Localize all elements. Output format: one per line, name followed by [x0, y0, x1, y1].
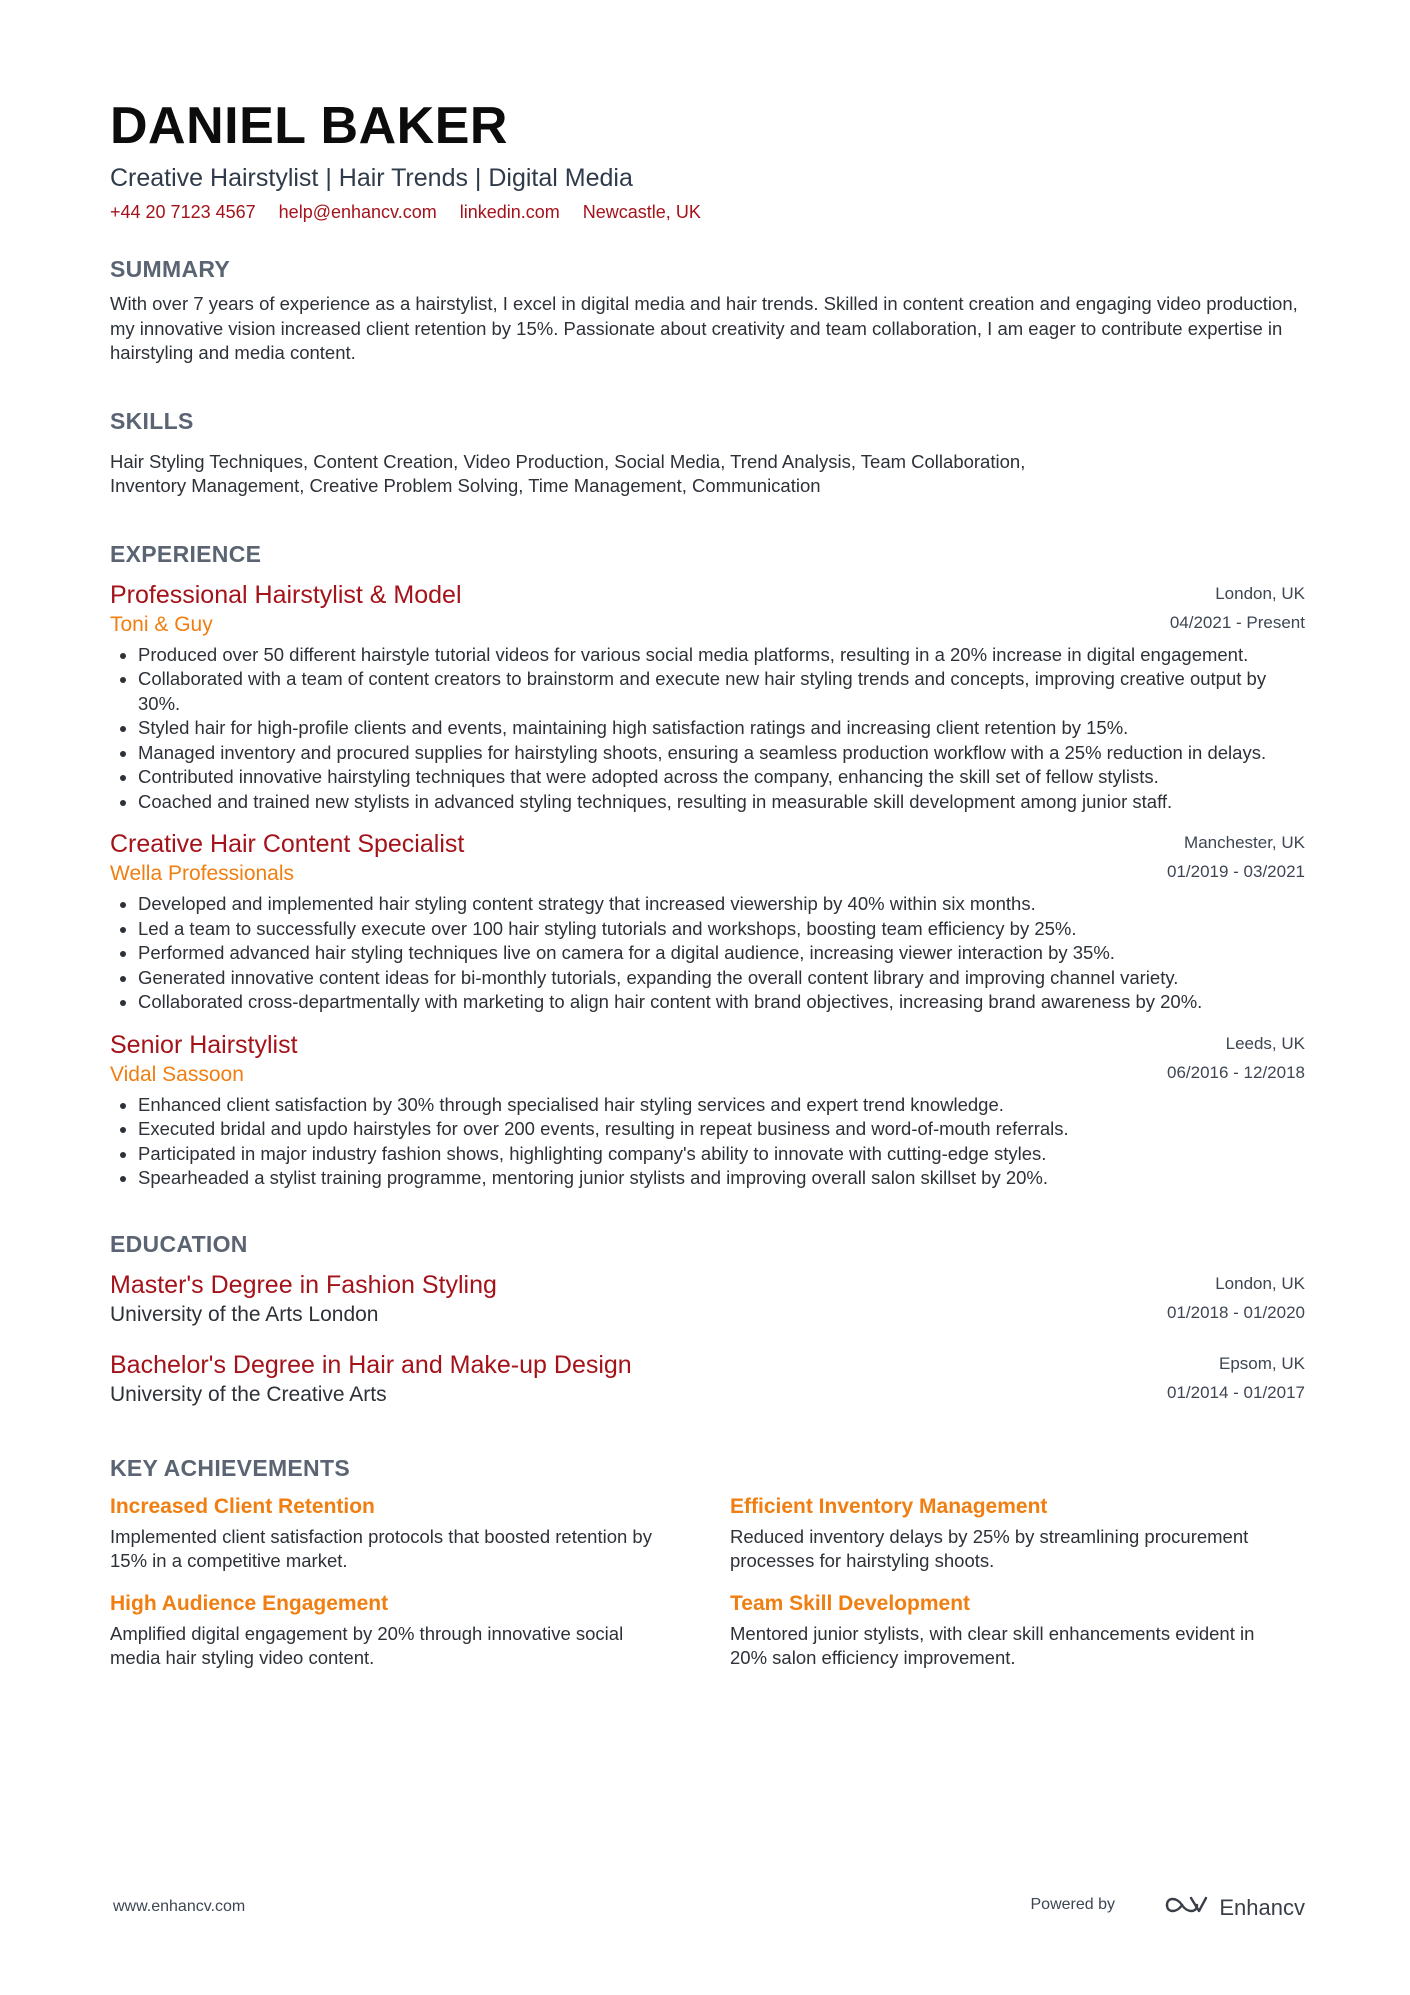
skill-item: Social Media ,	[614, 451, 730, 472]
job-dates: 04/2021 - Present	[1169, 612, 1305, 632]
school-name: University of the Arts London	[110, 1302, 379, 1326]
contact-info	[110, 200, 1305, 224]
edu-location: Epsom, UK	[1219, 1353, 1305, 1373]
achievement-desc: Implemented client satisfaction protocols that boosted retention by 15% in a competitive market.	[110, 1525, 652, 1571]
skill-item: Inventory Management ,	[110, 475, 310, 496]
skill-item: Creative Problem Solving ,	[310, 475, 529, 496]
job-bullets	[110, 892, 1305, 1015]
bullet-item: • Developed and implemented hair styling content strategy that increased viewership by 40% within six months.	[138, 892, 1305, 917]
skill-item: Trend Analysis ,	[730, 451, 861, 472]
job-location: Manchester, UK	[1184, 833, 1305, 852]
company-name: Toni & Guy	[110, 612, 213, 636]
skill-item: Communication	[692, 475, 821, 496]
location-text: Newcastle, UK	[582, 202, 701, 222]
achievement-item	[730, 1590, 1305, 1671]
achievement-title: Team Skill Development	[730, 1591, 971, 1615]
education-entry	[110, 1349, 1305, 1419]
summary-text: With over 7 years of experience as a hairstylist, I excel in digital media and hair trends. Skilled in content creation and engaging video production, my innovative vision increased client retention by 15%. Passionate about creativity and team collaboration, I am eager to contribute expertise in hairstyling and media content.	[110, 293, 1298, 363]
degree-title: Bachelor's Degree in Hair and Make-up Design	[110, 1350, 632, 1379]
achievements-section	[110, 1453, 1305, 1671]
achievements-grid	[110, 1493, 1305, 1671]
bullet-item: • Performed advanced hair styling techniques live on camera for a digital audience, increasing viewer interaction by 35%.	[138, 941, 1305, 966]
achievement-title: Efficient Inventory Management	[730, 1494, 1048, 1518]
resume-page	[110, 96, 1305, 1671]
school-name: University of the Creative Arts	[110, 1382, 387, 1406]
education-section	[110, 1229, 1305, 1419]
bullet-item: • Collaborated cross-departmentally with marketing to align hair content with brand objectives, increasing brand awareness by 20%.	[138, 990, 1305, 1015]
achievement-item	[110, 1590, 730, 1671]
skills-title: SKILLS	[110, 407, 194, 434]
achievement-desc: Reduced inventory delays by 25% by streamlining procurement processes for hairstyling shoots.	[730, 1525, 1249, 1571]
brand-name: Enhancv	[1219, 1895, 1305, 1920]
candidate-name: DANIEL BAKER	[110, 97, 508, 155]
job-dates: 01/2019 - 03/2021	[1166, 862, 1305, 881]
experience-entry	[110, 579, 1305, 815]
experience-entry	[110, 1029, 1305, 1191]
phone-link[interactable]: +44 20 7123 4567	[110, 202, 256, 222]
summary-title: SUMMARY	[110, 256, 231, 282]
edu-location: London, UK	[1215, 1273, 1305, 1293]
job-title: Professional Hairstylist & Model	[110, 580, 462, 609]
job-title: Senior Hairstylist	[110, 1030, 298, 1059]
achievement-title: High Audience Engagement	[110, 1591, 389, 1615]
achievement-desc: Amplified digital engagement by 20% through innovative social media hair styling video content.	[110, 1622, 624, 1668]
enhancv-logo-icon	[1163, 1892, 1209, 1924]
bullet-item: • Contributed innovative hairstyling techniques that were adopted across the company, enhancing the skill set of fellow stylists.	[138, 765, 1305, 790]
bullet-item: • Spearheaded a stylist training programme, mentoring junior stylists and improving overall salon skillset by 20%.	[138, 1166, 1305, 1191]
edu-dates: 01/2014 - 01/2017	[1166, 1382, 1305, 1402]
job-title: Creative Hair Content Specialist	[110, 830, 465, 858]
enhancv-brand[interactable]	[1163, 1892, 1305, 1924]
bullet-item: • Generated innovative content ideas for bi-monthly tutorials, expanding the overall content library and improving channel variety.	[138, 966, 1305, 991]
bullet-item: • Coached and trained new stylists in advanced styling techniques, resulting in measurable skill development among junior staff.	[138, 790, 1305, 815]
experience-entry	[110, 828, 1305, 1015]
job-bullets	[110, 1093, 1305, 1191]
email-link[interactable]: help@enhancv.com	[278, 202, 437, 222]
job-dates: 06/2016 - 12/2018	[1166, 1062, 1305, 1082]
degree-title: Master's Degree in Fashion Styling	[110, 1270, 497, 1299]
skill-item: Team Collaboration ,	[861, 451, 1026, 472]
skill-item: Time Management ,	[528, 475, 692, 496]
bullet-item: • Participated in major industry fashion shows, highlighting company's ability to innovate with cutting-edge styles.	[138, 1142, 1305, 1167]
experience-section	[110, 539, 1305, 1191]
bullet-item: • Collaborated with a team of content creators to brainstorm and execute new hair styling trends and concepts, improving creative output by 30%.	[138, 667, 1305, 716]
skill-item: Video Production ,	[463, 451, 614, 472]
skill-item: Content Creation ,	[313, 451, 463, 472]
education-entry	[110, 1269, 1305, 1339]
achievements-title: KEY ACHIEVEMENTS	[110, 1454, 350, 1481]
job-location: Leeds, UK	[1225, 1033, 1305, 1053]
bullet-item: • Produced over 50 different hairstyle tutorial videos for various social media platforms, resulting in a 20% increase in digital engagement.	[138, 643, 1305, 668]
company-name: Vidal Sassoon	[110, 1062, 244, 1086]
headline: Creative Hairstylist | Hair Trends | Digital Media	[110, 164, 633, 192]
education-title: EDUCATION	[110, 1230, 248, 1257]
job-bullets	[110, 643, 1305, 815]
job-location: London, UK	[1215, 583, 1305, 603]
bullet-item: • Styled hair for high-profile clients and events, maintaining high satisfaction ratings and increasing client retention by 15%.	[138, 716, 1305, 741]
edu-dates: 01/2018 - 01/2020	[1166, 1302, 1305, 1322]
bullet-item: • Managed inventory and procured supplies for hairstyling shoots, ensuring a seamless production workflow with a 25% reduction in delays.	[138, 741, 1305, 766]
skill-item: Hair Styling Techniques ,	[110, 451, 313, 472]
experience-title: EXPERIENCE	[110, 540, 262, 567]
resume-header	[110, 96, 1305, 224]
page-footer	[113, 1892, 1305, 1926]
summary-section	[110, 254, 1305, 366]
skills-section	[110, 406, 1305, 499]
achievement-title: Increased Client Retention	[110, 1494, 375, 1518]
company-name: Wella Professionals	[110, 862, 295, 885]
achievement-item	[730, 1493, 1305, 1574]
achievement-desc: Mentored junior stylists, with clear skill enhancements evident in 20% salon efficiency improvement.	[730, 1622, 1255, 1668]
bullet-item: • Executed bridal and updo hairstyles for over 200 events, resulting in repeat business and word-of-mouth referrals.	[138, 1117, 1305, 1142]
bullet-item: • Enhanced client satisfaction by 30% through specialised hair styling services and expert trend knowledge.	[138, 1093, 1305, 1118]
bullet-item: • Led a team to successfully execute over 100 hair styling tutorials and workshops, boosting team efficiency by 25%.	[138, 917, 1305, 942]
achievement-item	[110, 1493, 730, 1574]
powered-by-text: Powered by	[1030, 1896, 1115, 1913]
linkedin-link[interactable]: linkedin.com	[459, 202, 560, 222]
skills-list	[110, 450, 1190, 499]
footer-website-link[interactable]: www.enhancv.com	[113, 1898, 246, 1915]
